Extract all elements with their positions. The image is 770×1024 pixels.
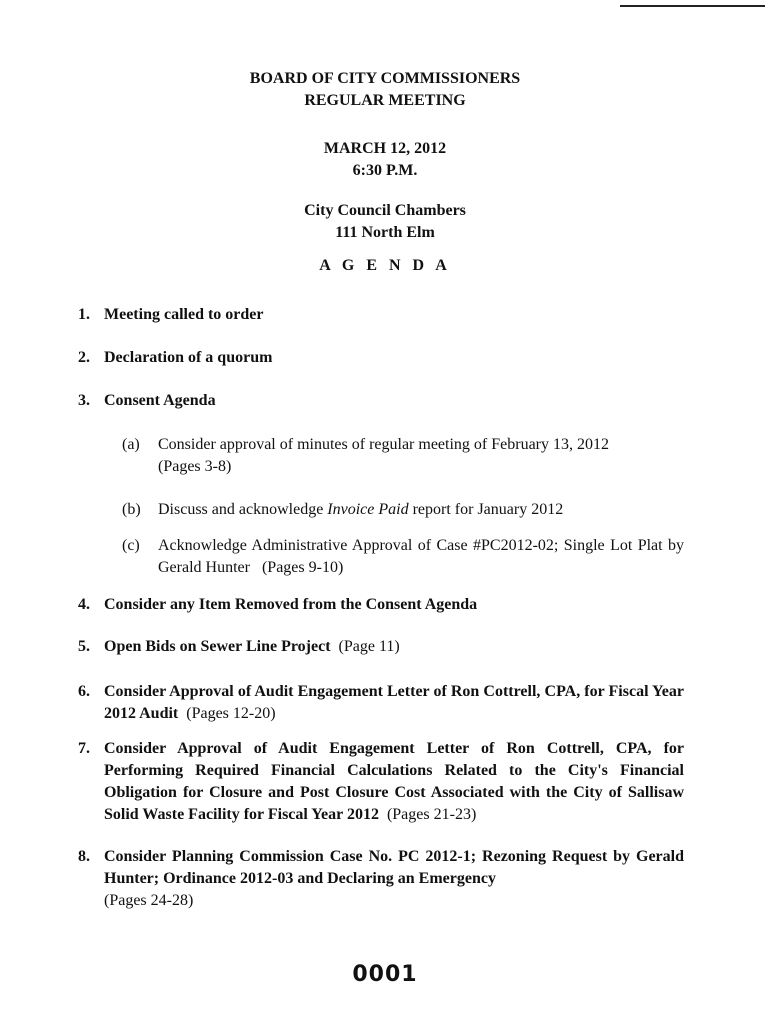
sub-item-text: Acknowledge Administrative Approval of Case #PC2012-02; Single Lot Plat by Gerald Hunter [158,537,684,576]
item-number: 7. [78,740,90,757]
meeting-venue: City Council Chambers [304,202,466,219]
meeting-date: MARCH 12, 2012 [323,140,447,157]
item-pages: (Pages 21-23) [386,806,477,823]
item-number: 3. [78,392,90,409]
agenda-item-7 [78,738,684,826]
sub-item-text-end: report for January 2012 [408,501,564,518]
agenda-item-1 [78,304,684,326]
item-number: 8. [78,848,90,865]
item-number: 6. [78,683,90,700]
item-title: Open Bids on Sewer Line Project [104,638,331,655]
agenda-item-3 [78,390,684,412]
item-number: 4. [78,596,90,613]
sub-item-letter: (c) [122,537,140,554]
consent-item-c [122,535,684,579]
sub-item-letter: (b) [122,501,141,518]
item-pages: (Pages 12-20) [186,705,276,722]
agenda-item-4 [78,594,684,616]
consent-item-b [122,499,684,521]
agenda-item-5 [78,636,684,658]
item-title: Consider any Item Removed from the Consent Agenda [104,596,478,613]
sub-item-pages: (Pages 9-10) [261,559,344,576]
consent-item-a [122,434,684,478]
sub-item-pages: (Pages 3-8) [158,458,232,475]
item-title: Consider Planning Commission Case No. PC 2012-1; Rezoning Request by Gerald Hunter; Ordinance 2012-03 and Declaring an Emergency [104,848,684,887]
sub-item-text: Discuss and acknowledge [158,501,328,518]
scan-edge-line [620,5,765,7]
item-number: 2. [78,349,90,366]
item-pages: (Pages 24-28) [104,892,194,909]
board-title: BOARD OF CITY COMMISSIONERS [249,70,521,87]
meeting-address: 111 North Elm [335,224,435,241]
item-pages: (Page 11) [338,638,400,655]
agenda-item-8 [78,846,684,912]
item-title: Declaration of a quorum [104,349,273,366]
sub-item-letter: (a) [122,436,140,453]
item-number: 1. [78,306,90,323]
meeting-time: 6:30 P.M. [352,162,418,179]
item-title: Meeting called to order [104,306,264,323]
agenda-title: A G E N D A [319,257,451,274]
agenda-item-6 [78,681,684,725]
item-title: Consider Approval of Audit Engagement Letter of Ron Cottrell, CPA, for Fiscal Year 2012 Audit [104,683,684,722]
item-number: 5. [78,638,90,655]
item-title: Consider Approval of Audit Engagement Letter of Ron Cottrell, CPA, for Performing Required Financial Calculations Related to the City's Financial Obligation for Closure and Post Closure Cost Associated with the City of Sallisaw Solid Waste Facility for Fiscal Year 2012 [104,740,684,823]
invoice-paid-text: Invoice Paid [327,501,409,518]
agenda-item-2 [78,347,684,369]
sub-item-text: Consider approval of minutes of regular meeting of February 13, 2012 [158,436,609,453]
item-title: Consent Agenda [104,392,216,409]
meeting-type: REGULAR MEETING [304,92,466,109]
page-number: 0001 [352,962,418,987]
